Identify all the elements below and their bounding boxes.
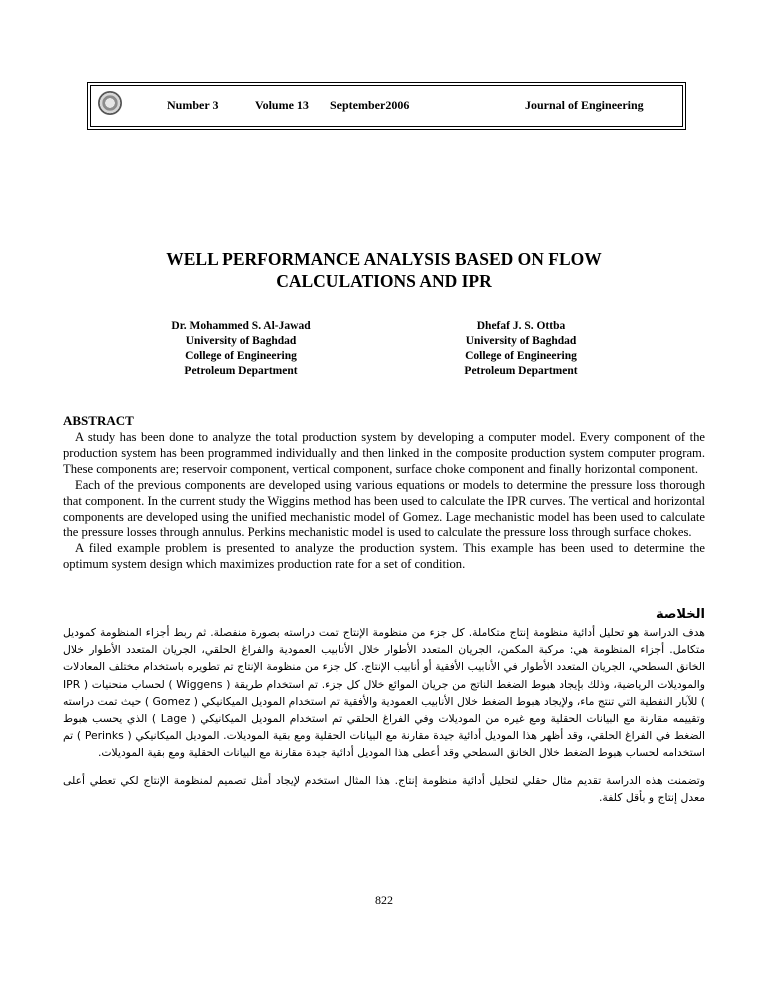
journal-name: Journal of Engineering [525,98,644,112]
issue-number: Number 3 [167,98,219,112]
arabic-abstract-body [63,624,705,806]
author-name: Dr. Mohammed S. Al-Jawad [171,320,311,332]
page-number: 822 [375,893,393,907]
author-department: Petroleum Department [184,365,298,377]
author-university: University of Baghdad [465,335,577,347]
abstract-body [63,430,705,573]
author-college: College of Engineering [185,350,297,362]
title-line: WELL PERFORMANCE ANALYSIS BASED ON FLOW [166,249,602,269]
author-block-2 [401,319,641,379]
paper-title [0,248,768,292]
author-department: Petroleum Department [464,365,578,377]
arabic-paragraph: هدف الدراسة هو تحليل أدائية منظومة إنتاج متكاملة. كل جزء من منظومة الإنتاج تمت دراسته بصورة منفصلة. ثم ربط أجزاء المنظومة كموديل متكامل. أجزاء المنظومة هي: مركبة المكمن، الجريان المتعدد الأطوار خلال الأنابيب العمودية والفراغ الحلقي، الجريان المتعدد الأطوار خلال الخانق السطحي، الجريان المتعدد الأطوار في الأنابيب الأفقية أو أنابيب الإنتاج. كل جزء من منظومة الإنتاج تم تطويره باستخدام مختلف المعادلات والموديلات الرياضية، وذلك بإيجاد هبوط الضغط الناتج من جريان الموائع خلال كل جزء. تم استخدام طريقة ( Wiggens ) لحساب منحنيات ( IPR ) للآبار النفطية التي تنتج ماء، ولإيجاد هبوط الضغط خلال الأنابيب العمودية والأفقية تم استخدام الموديل الميكانيكي ( Gomez ) حيث تمت دراسته وتقييمه مقارنة مع البيانات الحقلية ومع غيره من الموديلات وفي الفراغ الحلقي تم استخدام الموديل الميكانيكي ( Lage ) الذي يحسب هبوط الضغط في الفراغ الحلقي، وقد أظهر هذا الموديل أدائية جيدة مقارنة مع البيانات الحقلية ومع بقية الموديلات. الموديل الميكانيكي ( Perinks ) تم استخدامه لحساب هبوط الضغط خلال الخانق السطحي وقد أعطى هذا الموديل أدائية جيدة مقارنة مع البيانات الحقلية ومع بقية الموديلات. [63,626,705,760]
abstract-paragraph: Each of the previous components are developed using various equations or models to determine the pressure loss thorough that component. In the current study the Wiggins method has been used to calculate the IPR curves. The vertical and horizontal components are developed using the unified mechanistic model of Gomez. Lage mechanistic model has been used to calculate the pressure losses through annulus. Perkins mechanistic model is used to calculate the pressure loss through surface chokes. [63,477,705,540]
abstract-paragraph: A filed example problem is presented to analyze the production system. This example has been used to determine the optimum system design which maximizes production rate for a set of condition. [63,541,705,572]
author-university: University of Baghdad [185,335,297,347]
author-college: College of Engineering [465,350,577,362]
title-line: CALCULATIONS AND IPR [276,271,492,291]
author-name: Dhefaf J. S. Ottba [476,320,566,332]
arabic-abstract-heading: الخلاصة [655,607,705,622]
journal-header [87,82,686,130]
issue-date: September2006 [330,98,410,112]
abstract-heading: ABSTRACT [63,413,134,428]
arabic-paragraph: وتضمنت هذه الدراسة تقديم مثال حقلي لتحليل أدائية منظومة إنتاج. هذا المثال استخدم لإيجاد أمثل تصميم لمنظومة الإنتاج لكي تعطي أعلى معدل إنتاج و بأقل كلفة. [63,773,705,804]
author-block-1 [121,319,361,379]
volume-number: Volume 13 [255,98,309,112]
university-seal-icon [98,91,122,115]
abstract-paragraph: A study has been done to analyze the total production system by developing a computer model. Every component of the production system has been programmed individually and then linked in the composite production system computer program. These components are; reservoir component, vertical component, surface choke component and finally horizontal component. [63,430,705,476]
